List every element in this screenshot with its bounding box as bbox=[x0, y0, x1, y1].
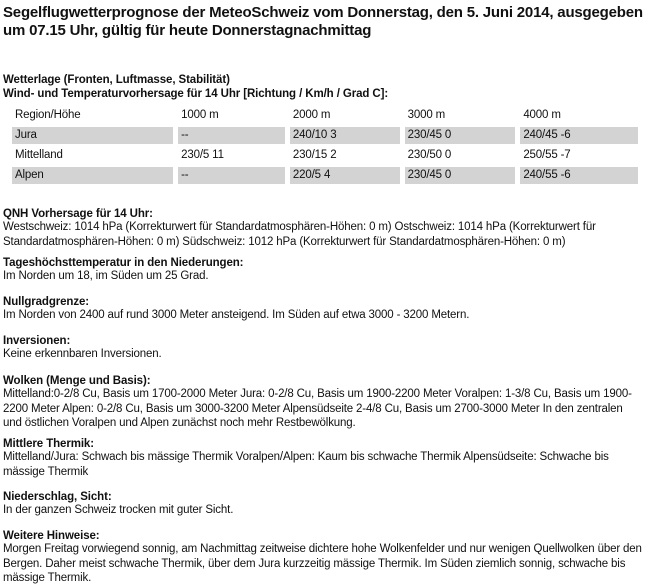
wind-temperature-table bbox=[7, 104, 643, 187]
freezing-level-heading: Nullgradgrenze: bbox=[3, 296, 90, 308]
qnh-text: Westschweiz: 1014 hPa (Korrekturwert für Standardatmosphären-Höhen: 0 m) Ostschweiz: 1014 hPa (Korrekturwert für Standardatmosphären-Höhen: 0 m) Südschweiz: 1012 hPa (Korrekturwert für Standardatmosphären-Höhen: 0 m) bbox=[3, 221, 596, 248]
thermal-text: Mittelland/Jura: Schwach bis mässige Thermik Voralpen/Alpen: Kaum bis schwache Thermik Alpensüdseite: Schwache bis mässige Thermik bbox=[3, 451, 609, 478]
wind-cell-4000m: 240/45 -6 bbox=[520, 127, 638, 144]
max-temperature-text: Im Norden um 18, im Süden um 25 Grad. bbox=[3, 270, 209, 282]
table-header-row bbox=[12, 107, 638, 124]
region-cell: Jura bbox=[12, 127, 173, 144]
clouds-text: Mittelland:0-2/8 Cu, Basis um 1700-2000 Meter Jura: 0-2/8 Cu, Basis um 1900-2200 Meter Voralpen: 1-3/8 Cu, Basis um 1900-2200 Meter Alpen: 0-2/8 Cu, Basis um 3000-3200 Meter Alpensüdseite 2-4/8 Cu, Basis um 2700-3000 Meter In den zentralen und östlichen Voralpen und Alpen zunächst noch mehr Restbewölkung. bbox=[3, 388, 632, 429]
column-header-1000m: 1000 m bbox=[181, 109, 219, 121]
wind-cell-2000m: 220/5 4 bbox=[290, 167, 400, 184]
qnh-heading: QNH Vorhersage für 14 Uhr: bbox=[3, 208, 153, 220]
table-row-mittelland bbox=[12, 147, 638, 164]
precipitation-heading: Niederschlag, Sicht: bbox=[3, 491, 112, 503]
thermal-heading: Mittlere Thermik: bbox=[3, 438, 94, 450]
inversions-heading: Inversionen: bbox=[3, 335, 71, 347]
table-row-alpen bbox=[12, 167, 638, 184]
page-title: Segelflugwetterprognose der MeteoSchweiz vom Donnerstag, den 5. Juni 2014, ausgegeben um 07.15 Uhr, gültig für heute Donnerstagnachmittag bbox=[3, 4, 643, 39]
inversions-text: Keine erkennbaren Inversionen. bbox=[3, 348, 162, 360]
wind-table-heading: Wind- und Temperaturvorhersage für 14 Uhr [Richtung / Km/h / Grad C]: bbox=[3, 88, 389, 100]
wind-cell-4000m: 250/55 -7 bbox=[523, 149, 571, 161]
wind-cell-3000m: 230/45 0 bbox=[405, 127, 516, 144]
column-header-4000m: 4000 m bbox=[523, 109, 561, 121]
further-notes-text: Morgen Freitag vorwiegend sonnig, am Nachmittag zeitweise dichtere hohe Wolkenfelder und nur wenigen Quellwolken über den Bergen. Daher meist schwache Thermik, über dem Jura kurzzeitig mässige Thermik. Im Süden ziemlich sonnig, schwache bis mässige Thermik. bbox=[3, 543, 642, 584]
wind-cell-2000m: 230/15 2 bbox=[292, 149, 337, 161]
column-header-3000m: 3000 m bbox=[407, 109, 446, 121]
wetterlage-heading: Wetterlage (Fronten, Luftmasse, Stabilität) bbox=[3, 74, 230, 86]
wind-cell-1000m: -- bbox=[178, 127, 285, 144]
region-cell: Mittelland bbox=[15, 149, 63, 161]
table-row-jura bbox=[12, 127, 638, 144]
wind-cell-3000m: 230/45 0 bbox=[405, 167, 516, 184]
precipitation-text: In der ganzen Schweiz trocken mit guter Sicht. bbox=[3, 504, 234, 516]
wind-cell-1000m: -- bbox=[178, 167, 285, 184]
wind-cell-4000m: 240/55 -6 bbox=[520, 167, 638, 184]
wind-cell-1000m: 230/5 11 bbox=[181, 149, 224, 161]
clouds-heading: Wolken (Menge und Basis): bbox=[3, 375, 151, 387]
column-header-2000m: 2000 m bbox=[292, 109, 331, 121]
wind-cell-2000m: 240/10 3 bbox=[290, 127, 400, 144]
wind-cell-3000m: 230/50 0 bbox=[407, 149, 452, 161]
further-notes-heading: Weitere Hinweise: bbox=[3, 530, 100, 542]
region-cell: Alpen bbox=[12, 167, 173, 184]
freezing-level-text: Im Norden von 2400 auf rund 3000 Meter ansteigend. Im Süden auf etwa 3000 - 3200 Metern. bbox=[3, 309, 470, 321]
column-header-region: Region/Höhe bbox=[15, 109, 81, 121]
max-temperature-heading: Tageshöchsttemperatur in den Niederungen: bbox=[3, 257, 244, 269]
